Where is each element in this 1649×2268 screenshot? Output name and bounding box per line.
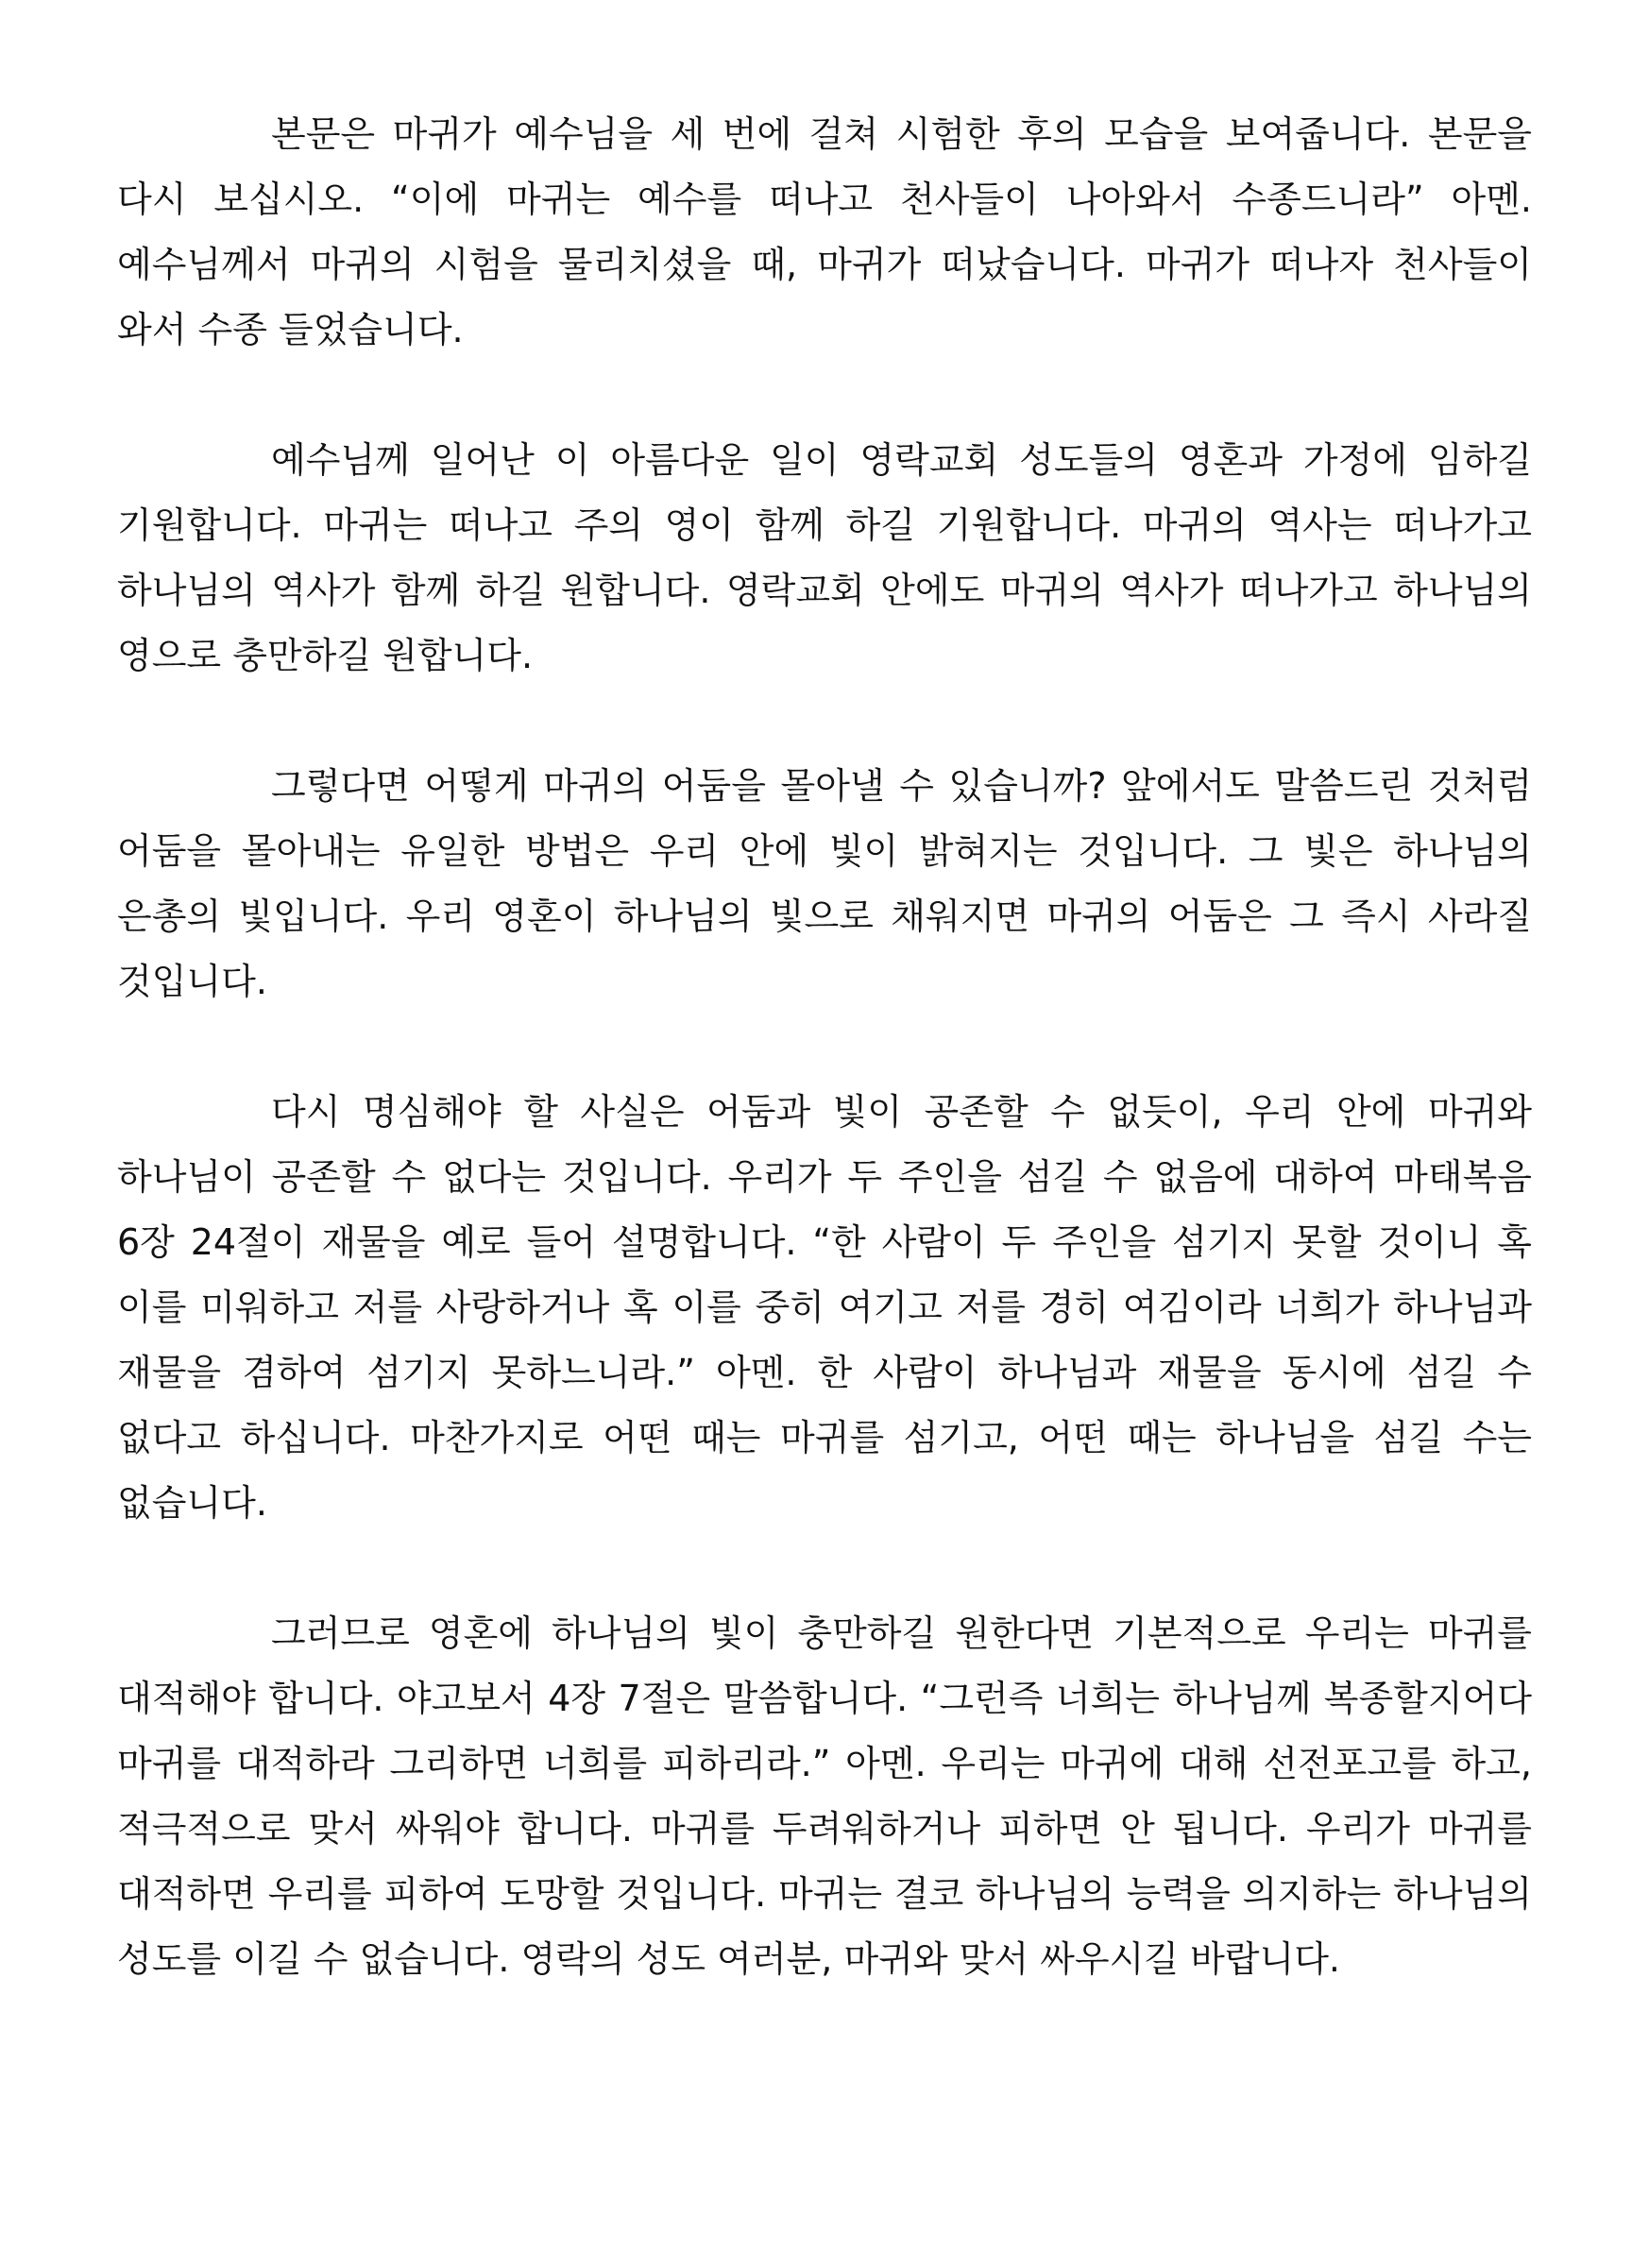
paragraph-3: 그렇다면 어떻게 마귀의 어둠을 몰아낼 수 있습니까? 앞에서도 말씀드린 것처럼 어둠을 몰아내는 유일한 방법은 우리 안에 빛이 밝혀지는 것입니다. 그 빛은 하나님의 은총의 빛입니다. 우리 영혼이 하나님의 빛으로 채워지면 마귀의 어둠은 그 즉시 사라질 것입니다.: [117, 765, 1532, 1002]
paragraph-4: 다시 명심해야 할 사실은 어둠과 빛이 공존할 수 없듯이, 우리 안에 마귀와 하나님이 공존할 수 없다는 것입니다. 우리가 두 주인을 섬길 수 없음에 대하여 마태복음 6장 24절이 재물을 예로 들어 설명합니다. “한 사람이 두 주인을 섬기지 못할 것이니 혹 이를 미워하고 저를 사랑하거나 혹 이를 중히 여기고 저를 경히 여김이라 너희가 하나님과 재물을 겸하여 섬기지 못하느니라.” 아멘. 한 사람이 하나님과 재물을 동시에 섬길 수 없다고 하십니다. 마찬가지로 어떤 때는 마귀를 섬기고, 어떤 때는 하나님을 섬길 수는 없습니다.: [117, 1091, 1532, 1524]
paragraph-5: 그러므로 영혼에 하나님의 빛이 충만하길 원한다면 기본적으로 우리는 마귀를 대적해야 합니다. 야고보서 4장 7절은 말씀합니다. “그런즉 너희는 하나님께 복종할지어다 마귀를 대적하라 그리하면 너희를 피하리라.” 아멘. 우리는 마귀에 대해 선전포고를 하고, 적극적으로 맞서 싸워야 합니다. 마귀를 두려워하거나 피하면 안 됩니다. 우리가 마귀를 대적하면 우리를 피하여 도망할 것입니다. 마귀는 결코 하나님의 능력을 의지하는 하나님의 성도를 이길 수 없습니다. 영락의 성도 여러분, 마귀와 맞서 싸우시길 바랍니다.: [117, 1612, 1532, 1980]
paragraph-1: 본문은 마귀가 예수님을 세 번에 걸쳐 시험한 후의 모습을 보여줍니다. 본문을 다시 보십시오. “이에 마귀는 예수를 떠나고 천사들이 나아와서 수종드니라” 아멘. 예수님께서 마귀의 시험을 물리치셨을 때, 마귀가 떠났습니다. 마귀가 떠나자 천사들이 와서 수종 들었습니다.: [117, 113, 1532, 350]
document-page: [117, 102, 1532, 2057]
paragraph-2: 예수님께 일어난 이 아름다운 일이 영락교회 성도들의 영혼과 가정에 임하길 기원합니다. 마귀는 떠나고 주의 영이 함께 하길 기원합니다. 마귀의 역사는 떠나가고 하나님의 역사가 함께 하길 원합니다. 영락교회 안에도 마귀의 역사가 떠나가고 하나님의 영으로 충만하길 원합니다.: [117, 439, 1532, 676]
